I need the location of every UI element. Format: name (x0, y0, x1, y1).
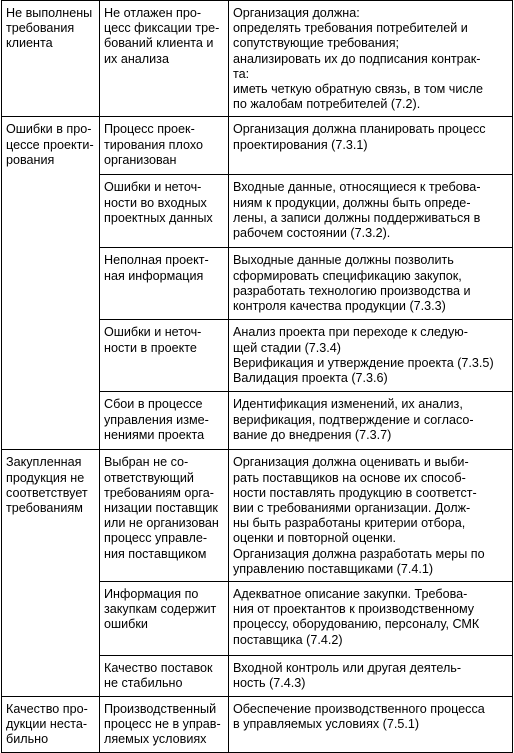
requirement-text-line: Организация должна планировать процесс (233, 122, 486, 137)
subcause-cell (100, 248, 229, 320)
requirement-cell (229, 117, 513, 175)
requirement-cell (229, 320, 513, 392)
subcause-text-line: ответствующий (104, 470, 194, 485)
requirement-cell (229, 175, 513, 248)
requirement-text-line: Идентификация изменений, их анализ, (233, 397, 463, 412)
subcause-cell (100, 1, 229, 117)
subcause-text-line: Качество поставок (104, 661, 213, 676)
requirement-cell (229, 582, 513, 656)
subcause-text-line: закупкам содержит (104, 602, 217, 617)
requirement-text-line: по жалобам потребителей (7.2). (233, 97, 421, 112)
requirement-text-line: оценки и повторной оценки. (233, 531, 397, 546)
requirement-cell (229, 697, 513, 753)
requirement-text-line: та: (233, 66, 250, 81)
table-row (2, 450, 513, 582)
subcause-text-line: ности во входных (104, 195, 207, 210)
subcause-text-line: низации поставщик (104, 501, 218, 516)
requirement-text-line: Валидация проекта (7.3.6) (233, 371, 388, 386)
subcause-text-line: ная информация (104, 268, 204, 283)
subcause-text-line: управления изме- (104, 412, 209, 427)
cause-text-line: дукции неста- (6, 717, 88, 732)
requirement-text-line: Выходные данные должны позволить (233, 253, 454, 268)
requirement-text-line: в управляемых условиях (7.5.1) (233, 717, 420, 732)
subcause-text-line: Процесс проек- (104, 122, 195, 137)
requirement-text-line: Организация должна: (233, 6, 360, 20)
subcause-cell (100, 582, 229, 656)
requirement-text-line: щей стадии (7.3.4) (233, 340, 341, 355)
subcause-cell (100, 697, 229, 753)
requirement-text-line: верификация, подтверждение и согласо- (233, 412, 474, 427)
requirement-text-line: процессу, оборудованию, персоналу, СМК (233, 617, 480, 632)
subcause-cell (100, 656, 229, 697)
requirement-text-line: рабочем состоянии (7.3.2). (233, 226, 391, 241)
requirement-text-line: Адекватное описание закупки. Требова- (233, 587, 468, 602)
subcause-text-line: проектных данных (104, 210, 213, 225)
requirement-cell (229, 450, 513, 582)
subcause-text-line: бований клиента и (104, 36, 214, 51)
subcause-text-line: Не отлажен про- (104, 6, 202, 20)
requirement-text-line: определять требования потребителей и (233, 21, 468, 36)
cause-text-line: требованиям (6, 501, 83, 516)
requirement-text-line: рать поставщиков на основе их способ- (233, 470, 466, 485)
requirement-text-line: управлению поставщиками (7.4.1) (233, 561, 434, 576)
cause-text-line: Закупленная (6, 455, 82, 470)
requirement-text-line: Входной контроль или другая деятель- (233, 661, 462, 676)
requirement-text-line: ниям к продукции, должны быть опреде- (233, 195, 471, 210)
requirement-text-line: контроля качества продукции (7.3.3) (233, 299, 446, 314)
requirement-text-line: Входные данные, относящиеся к требова- (233, 180, 481, 195)
requirement-text-line: Организация должна оценивать и выби- (233, 455, 469, 470)
requirement-cell (229, 392, 513, 450)
subcause-cell (100, 392, 229, 450)
requirement-text-line: иметь четкую обратную связь, в том числе (233, 82, 484, 97)
cause-text-line: требования (6, 21, 75, 36)
requirement-text-line: проектирования (7.3.1) (233, 137, 368, 152)
requirement-text-line: сформировать спецификацию закупок, (233, 268, 462, 283)
cause-text-line: соответствует (6, 485, 88, 500)
subcause-text-line: не стабильно (104, 676, 183, 691)
subcause-cell (100, 117, 229, 175)
cause-cell (2, 450, 100, 697)
cause-text-line: цессе проекти- (6, 137, 94, 152)
subcause-text-line: процесс управле- (104, 531, 208, 546)
cause-text-line: Не выполнены (6, 6, 93, 20)
subcause-text-line: Выбран не со- (104, 455, 189, 470)
requirement-text-line: Организация должна разработать меры по (233, 546, 485, 561)
subcause-text-line: процесс не в управ- (104, 717, 221, 732)
subcause-text-line: цесс фиксации тре- (104, 21, 220, 36)
subcause-text-line: Информация по (104, 587, 199, 602)
cause-text-line: рования (6, 152, 55, 167)
requirement-text-line: ности поставлять продукцию в соответст- (233, 485, 477, 500)
table-row (2, 1, 513, 117)
table-row (2, 117, 513, 175)
requirement-text-line: ность (7.4.3) (233, 676, 306, 691)
subcause-cell (100, 175, 229, 248)
requirement-text-line: разработать технологию производства и (233, 283, 471, 298)
requirements-table (1, 0, 513, 753)
subcause-text-line: ляемых условиях (104, 732, 207, 747)
requirement-text-line: вии с требованиями организации. Долж- (233, 501, 471, 516)
cause-text-line: Ошибки в про- (6, 122, 92, 137)
requirement-text-line: ны быть разработаны критерии отбора, (233, 516, 466, 531)
requirement-text-line: Обеспечение производственного процесса (233, 702, 485, 717)
requirement-text-line: Анализ проекта при переходе к следую- (233, 325, 468, 340)
cause-cell (2, 697, 100, 753)
subcause-text-line: Неполная проект- (104, 253, 209, 268)
requirement-cell (229, 656, 513, 697)
cause-text-line: Качество про- (6, 702, 88, 717)
requirement-cell (229, 248, 513, 320)
requirement-text-line: Верификация и утверждение проекта (7.3.5) (233, 355, 494, 370)
subcause-text-line: требованиям орга- (104, 485, 214, 500)
cause-text-line: продукция не (6, 470, 85, 485)
table-row (2, 697, 513, 753)
subcause-text-line: нениями проекта (104, 427, 205, 442)
requirement-text-line: ния от проектантов к производственному (233, 602, 475, 617)
subcause-cell (100, 450, 229, 582)
requirement-text-line: анализировать их до подписания контрак- (233, 51, 481, 66)
subcause-text-line: Сбои в процессе (104, 397, 203, 412)
subcause-text-line: или не организован (104, 516, 219, 531)
cause-text-line: клиента (6, 36, 53, 51)
requirement-text-line: вание до внедрения (7.3.7) (233, 427, 392, 442)
subcause-text-line: ния поставщиком (104, 546, 207, 561)
cause-text-line: бильно (6, 732, 49, 747)
requirement-text-line: поставщика (7.4.2) (233, 632, 343, 647)
subcause-cell (100, 320, 229, 392)
subcause-text-line: организован (104, 152, 177, 167)
subcause-text-line: Производственный (104, 702, 217, 717)
subcause-text-line: Ошибки и неточ- (104, 325, 202, 340)
subcause-text-line: ности в проекте (104, 340, 197, 355)
subcause-text-line: Ошибки и неточ- (104, 180, 202, 195)
cause-cell (2, 117, 100, 450)
subcause-text-line: ошибки (104, 617, 148, 632)
subcause-text-line: их анализа (104, 51, 169, 66)
subcause-text-line: тирования плохо (104, 137, 204, 152)
requirement-text-line: лены, а записи должны поддерживаться в (233, 210, 481, 225)
requirement-cell (229, 1, 513, 117)
requirement-text-line: сопутствующие требования; (233, 36, 400, 51)
cause-cell (2, 1, 100, 117)
